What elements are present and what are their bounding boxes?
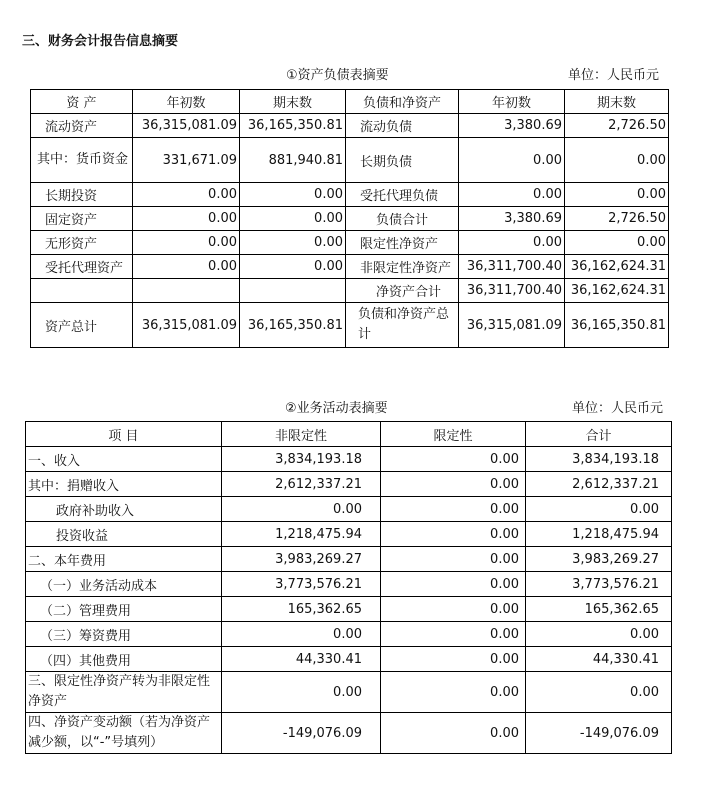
table-row xyxy=(26,447,672,472)
table-cell: （二）管理费用 xyxy=(26,597,222,622)
table-cell: 36,165,350.81 xyxy=(565,303,669,348)
table-row xyxy=(31,138,669,183)
table-row xyxy=(31,183,669,207)
table-cell: 165,362.65 xyxy=(526,597,672,622)
table-cell: 限定性净资产 xyxy=(346,231,459,255)
table-row xyxy=(26,572,672,597)
table-cell: 44,330.41 xyxy=(222,647,381,672)
activity-unit: 单位：人民币元 xyxy=(572,401,664,416)
table-row xyxy=(26,522,672,547)
table-cell: 0.00 xyxy=(565,138,669,183)
table-cell xyxy=(133,279,240,303)
column-header: 年初数 xyxy=(133,90,240,114)
table-cell: 三、限定性净资产转为非限定性净资产 xyxy=(26,672,222,713)
table-cell: 3,380.69 xyxy=(459,114,565,138)
table-cell: 0.00 xyxy=(526,672,672,713)
column-header: 项 目 xyxy=(26,422,222,447)
table-cell: 0.00 xyxy=(222,622,381,647)
table-cell: 1,218,475.94 xyxy=(526,522,672,547)
table-cell: 其中：捐赠收入 xyxy=(26,472,222,497)
table-cell: 1,218,475.94 xyxy=(222,522,381,547)
table-cell: 流动负债 xyxy=(346,114,459,138)
table-cell: （一）业务活动成本 xyxy=(26,572,222,597)
table-cell: 0.00 xyxy=(459,231,565,255)
table-cell: 0.00 xyxy=(381,447,526,472)
table-cell: 净资产合计 xyxy=(346,279,459,303)
table-cell: 3,834,193.18 xyxy=(526,447,672,472)
table-cell: 0.00 xyxy=(526,622,672,647)
table-cell: 36,311,700.40 xyxy=(459,279,565,303)
table-cell: -149,076.09 xyxy=(222,713,381,754)
table-cell: 36,315,081.09 xyxy=(459,303,565,348)
table-cell: 其中：货币资金 xyxy=(31,138,133,183)
table-cell: 四、净资产变动额（若为净资产减少额，以“-”号填列） xyxy=(26,713,222,754)
table-cell: 0.00 xyxy=(133,207,240,231)
table-cell: 0.00 xyxy=(381,647,526,672)
table-row xyxy=(31,303,669,348)
table-cell: 44,330.41 xyxy=(526,647,672,672)
column-header: 年初数 xyxy=(459,90,565,114)
table-cell: 0.00 xyxy=(381,547,526,572)
table-cell: 受托代理资产 xyxy=(31,255,133,279)
table-cell: 36,315,081.09 xyxy=(133,114,240,138)
table-cell: -149,076.09 xyxy=(526,713,672,754)
table-cell: 0.00 xyxy=(565,231,669,255)
table-cell: 36,165,350.81 xyxy=(240,303,346,348)
table-cell: 二、本年费用 xyxy=(26,547,222,572)
table-cell: 36,165,350.81 xyxy=(240,114,346,138)
table-cell xyxy=(31,279,133,303)
table-cell: 0.00 xyxy=(381,597,526,622)
table-row xyxy=(26,713,672,754)
table-cell: 3,773,576.21 xyxy=(222,572,381,597)
table-cell: 0.00 xyxy=(526,497,672,522)
table-cell: 0.00 xyxy=(133,255,240,279)
table-cell xyxy=(240,279,346,303)
table-row xyxy=(31,207,669,231)
table-cell: 165,362.65 xyxy=(222,597,381,622)
column-header: 期末数 xyxy=(240,90,346,114)
table-cell: 0.00 xyxy=(240,231,346,255)
table-cell: 36,162,624.31 xyxy=(565,279,669,303)
activity-table xyxy=(25,421,672,754)
table-cell: 0.00 xyxy=(240,207,346,231)
table-row xyxy=(31,231,669,255)
table-cell: 受托代理负债 xyxy=(346,183,459,207)
table-cell: （三）筹资费用 xyxy=(26,622,222,647)
balance-caption: ①资产负债表摘要 xyxy=(286,68,389,83)
table-row xyxy=(31,279,669,303)
column-header: 非限定性 xyxy=(222,422,381,447)
column-header: 负债和净资产 xyxy=(346,90,459,114)
table-cell: 无形资产 xyxy=(31,231,133,255)
column-header: 合计 xyxy=(526,422,672,447)
table-cell: 3,380.69 xyxy=(459,207,565,231)
column-header: 限定性 xyxy=(381,422,526,447)
table-cell: 3,834,193.18 xyxy=(222,447,381,472)
column-header: 资 产 xyxy=(31,90,133,114)
table-cell: 0.00 xyxy=(222,672,381,713)
table-cell: 0.00 xyxy=(133,183,240,207)
table-cell: 36,311,700.40 xyxy=(459,255,565,279)
table-cell: 0.00 xyxy=(381,497,526,522)
table-row xyxy=(31,114,669,138)
table-cell: （四）其他费用 xyxy=(26,647,222,672)
table-cell: 36,315,081.09 xyxy=(133,303,240,348)
table-cell: 投资收益 xyxy=(26,522,222,547)
table-cell: 3,983,269.27 xyxy=(222,547,381,572)
table-cell: 2,612,337.21 xyxy=(222,472,381,497)
table-cell: 长期负债 xyxy=(346,138,459,183)
table-row xyxy=(31,255,669,279)
table-row xyxy=(26,622,672,647)
table-header-row xyxy=(31,90,669,114)
table-cell: 0.00 xyxy=(381,622,526,647)
table-cell: 0.00 xyxy=(133,231,240,255)
table-header-row xyxy=(26,422,672,447)
table-cell: 0.00 xyxy=(459,138,565,183)
table-row xyxy=(26,547,672,572)
table-cell: 0.00 xyxy=(381,672,526,713)
table-cell: 0.00 xyxy=(240,255,346,279)
column-header: 期末数 xyxy=(565,90,669,114)
table-cell: 负债和净资产总计 xyxy=(346,303,459,348)
table-cell: 0.00 xyxy=(381,522,526,547)
table-cell: 881,940.81 xyxy=(240,138,346,183)
table-cell: 0.00 xyxy=(381,472,526,497)
table-cell: 2,612,337.21 xyxy=(526,472,672,497)
table-cell: 负债合计 xyxy=(346,207,459,231)
balance-unit: 单位：人民币元 xyxy=(568,68,660,83)
table-cell: 0.00 xyxy=(381,713,526,754)
table-cell: 固定资产 xyxy=(31,207,133,231)
table-cell: 0.00 xyxy=(381,572,526,597)
table-cell: 长期投资 xyxy=(31,183,133,207)
table-row xyxy=(26,472,672,497)
table-row xyxy=(26,672,672,713)
table-cell: 36,162,624.31 xyxy=(565,255,669,279)
section-title: 三、财务会计报告信息摘要 xyxy=(22,34,179,49)
table-cell: 0.00 xyxy=(240,183,346,207)
table-cell: 0.00 xyxy=(222,497,381,522)
activity-caption: ②业务活动表摘要 xyxy=(285,401,388,416)
table-row xyxy=(26,497,672,522)
table-row xyxy=(26,597,672,622)
table-cell: 0.00 xyxy=(459,183,565,207)
table-cell: 资产总计 xyxy=(31,303,133,348)
table-cell: 3,773,576.21 xyxy=(526,572,672,597)
table-cell: 3,983,269.27 xyxy=(526,547,672,572)
table-cell: 一、收入 xyxy=(26,447,222,472)
table-cell: 0.00 xyxy=(565,183,669,207)
table-row xyxy=(26,647,672,672)
table-cell: 非限定性净资产 xyxy=(346,255,459,279)
table-cell: 2,726.50 xyxy=(565,114,669,138)
table-cell: 政府补助收入 xyxy=(26,497,222,522)
table-cell: 流动资产 xyxy=(31,114,133,138)
table-cell: 2,726.50 xyxy=(565,207,669,231)
table-cell: 331,671.09 xyxy=(133,138,240,183)
balance-sheet-table xyxy=(30,89,669,348)
